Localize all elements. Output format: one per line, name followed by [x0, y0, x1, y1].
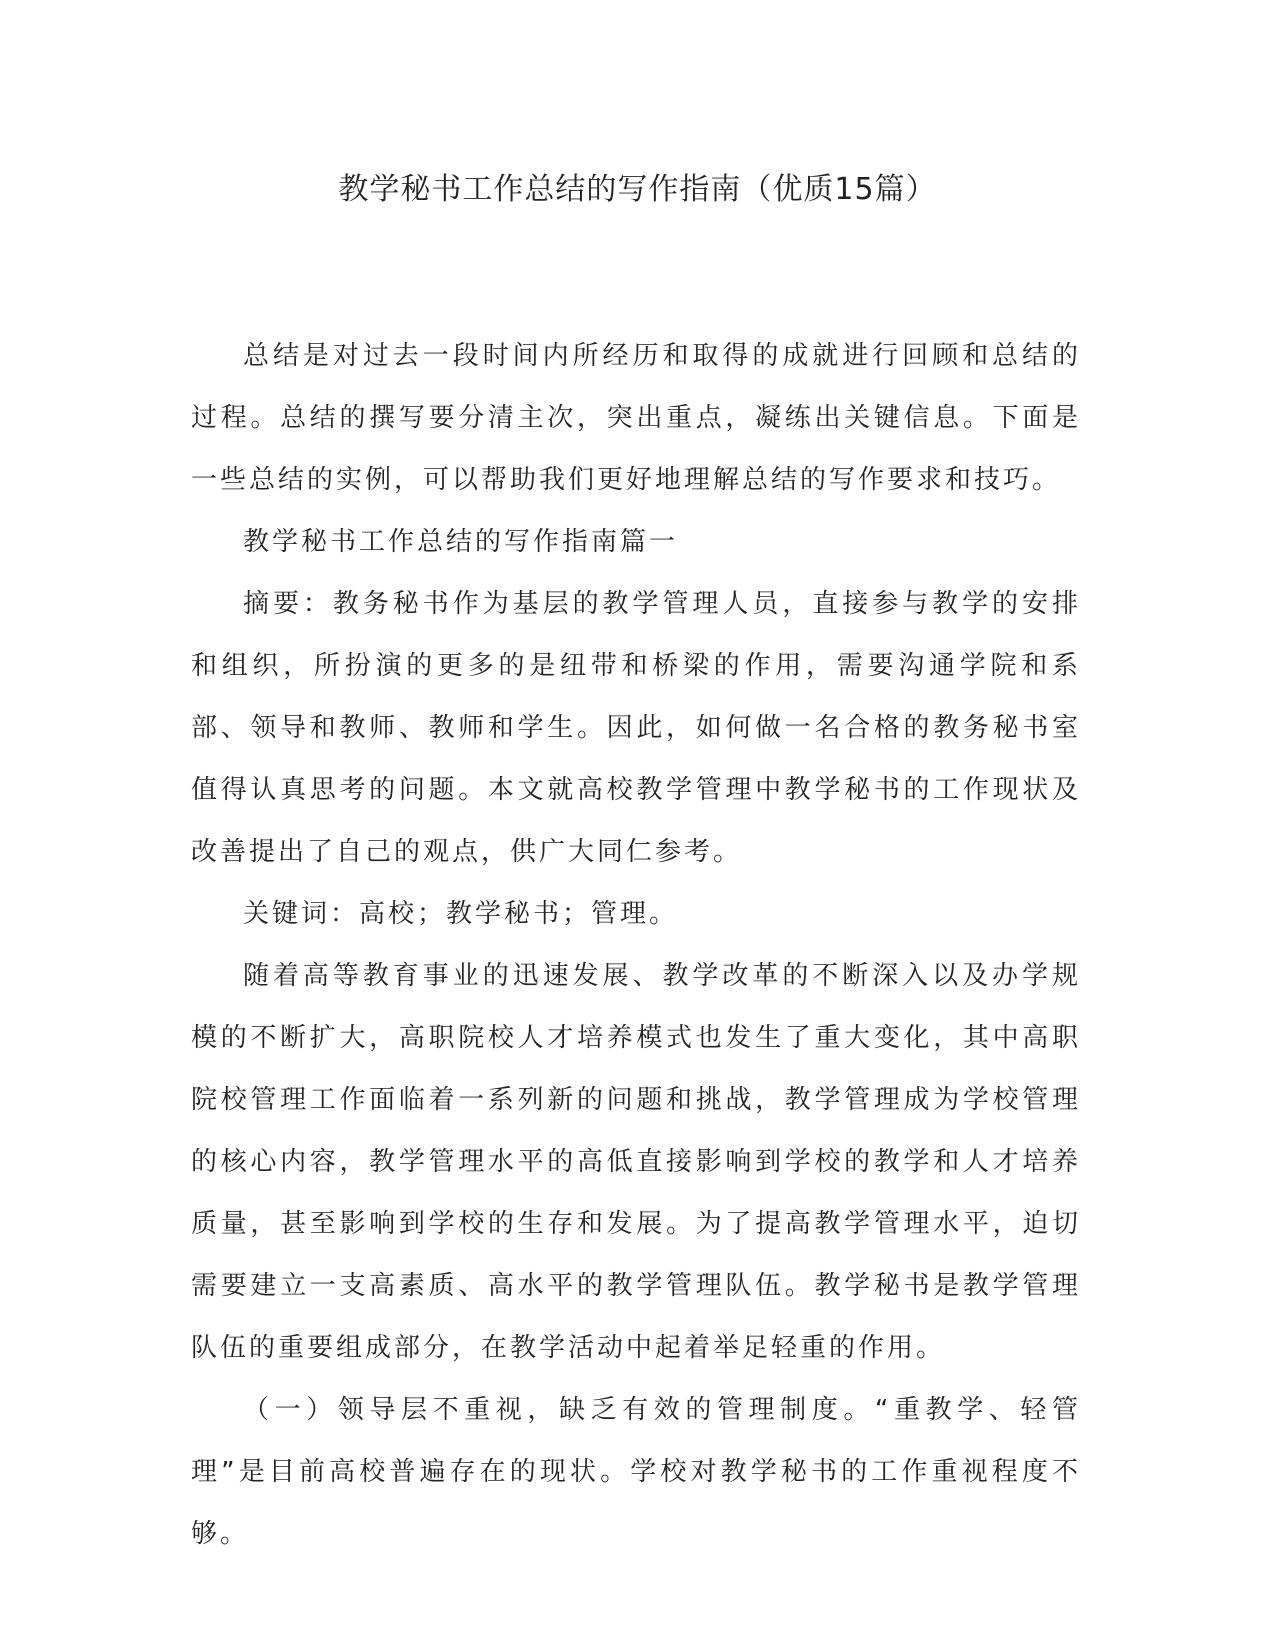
document-title: 教学秘书工作总结的写作指南（优质15篇）: [338, 172, 937, 207]
keywords-paragraph: 关键词：高校；教学秘书；管理。: [243, 899, 679, 929]
document-body: [191, 325, 1081, 1565]
abstract-paragraph: 摘要：教务秘书作为基层的教学管理人员，直接参与教学的安排和组织，所扮演的更多的是纽带和桥梁的作用，需要沟通学院和系部、领导和教师、教师和学生。因此，如何做一名合格的教务秘书室值得认真思考的问题。本文就高校教学管理中教学秘书的工作现状及改善提出了自己的观点，供广大同仁参考。: [191, 589, 1081, 867]
body-paragraph: 随着高等教育事业的迅速发展、教学改革的不断深入以及办学规模的不断扩大，高职院校人才培养模式也发生了重大变化，其中高职院校管理工作面临着一系列新的问题和挑战，教学管理成为学校管理的核心内容，教学管理水平的高低直接影响到学校的教学和人才培养质量，甚至影响到学校的生存和发展。为了提高教学管理水平，迫切需要建立一支高素质、高水平的教学管理队伍。教学秘书是教学管理队伍的重要组成部分，在教学活动中起着举足轻重的作用。: [191, 961, 1081, 1363]
intro-paragraph: 总结是对过去一段时间内所经历和取得的成就进行回顾和总结的过程。总结的撰写要分清主次，突出重点，凝练出关键信息。下面是一些总结的实例，可以帮助我们更好地理解总结的写作要求和技巧。: [191, 341, 1081, 495]
point-one-paragraph: （一）领导层不重视，缺乏有效的管理制度。“重教学、轻管理”是目前高校普遍存在的现状。学校对教学秘书的工作重视程度不够。: [191, 1395, 1081, 1549]
section-heading: 教学秘书工作总结的写作指南篇一: [243, 527, 679, 557]
